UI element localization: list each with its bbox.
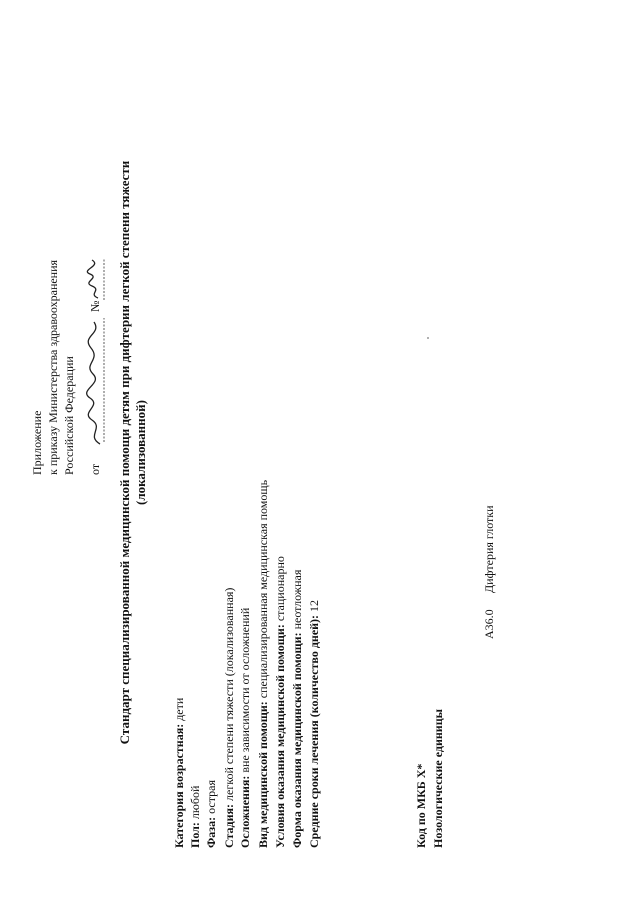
param-phase bbox=[204, 780, 218, 848]
approval-appendix: Приложение bbox=[30, 410, 44, 475]
param-label: Условия оказания медицинской помощи: bbox=[273, 624, 287, 848]
handwriting-icon bbox=[84, 256, 106, 446]
param-care-form bbox=[290, 570, 304, 848]
param-label: Средние сроки лечения (количество дней): bbox=[307, 614, 321, 848]
icd-header: Код по МКБ X* bbox=[414, 763, 428, 848]
document-title-subline: (локализованной) bbox=[133, 400, 148, 505]
approval-order: к приказу Министерства здравоохранения bbox=[46, 259, 60, 475]
param-care-conditions bbox=[273, 556, 287, 848]
param-label: Стадия: bbox=[222, 803, 236, 848]
param-label: Вид медицинской помощи: bbox=[256, 701, 270, 848]
approval-date-line bbox=[88, 464, 102, 475]
param-age-category bbox=[172, 698, 186, 848]
approval-number-label: № bbox=[88, 300, 102, 312]
icd-code: A36.0 bbox=[482, 609, 496, 639]
param-value: стационарно bbox=[273, 556, 287, 625]
param-label: Форма оказания медицинской помощи: bbox=[290, 632, 304, 848]
param-value: неотложная bbox=[290, 569, 304, 633]
approval-federation: Российской Федерации bbox=[62, 356, 76, 475]
param-value: 12 bbox=[307, 599, 321, 615]
param-stage bbox=[222, 588, 236, 848]
param-value: дети bbox=[172, 697, 186, 724]
param-label: Фаза: bbox=[204, 816, 218, 848]
param-value: любой bbox=[188, 785, 202, 823]
scan-speck bbox=[427, 337, 429, 339]
param-label: Осложнения: bbox=[238, 775, 252, 848]
param-sex bbox=[188, 786, 202, 848]
param-value: специализированная медицинская помощь bbox=[256, 479, 270, 702]
param-treatment-duration bbox=[307, 600, 321, 848]
param-value: вне зависимости от осложнений bbox=[238, 607, 252, 776]
param-label: Пол: bbox=[188, 822, 202, 848]
param-complications bbox=[238, 608, 252, 848]
approval-from-label: от bbox=[88, 463, 102, 475]
document-title: Стандарт специализированной медицинской помощи детям при дифтерии легкой степени тяжести bbox=[117, 160, 132, 745]
icd-subheader: Нозологические единицы bbox=[431, 708, 445, 848]
param-value: легкой степени тяжести (локализованная) bbox=[222, 587, 236, 804]
param-value: острая bbox=[204, 780, 218, 817]
handwritten-date-number bbox=[84, 256, 106, 446]
icd-name: Дифтерия глотки bbox=[482, 505, 496, 593]
param-care-type bbox=[256, 480, 270, 848]
param-label: Категория возрастная: bbox=[172, 723, 186, 848]
